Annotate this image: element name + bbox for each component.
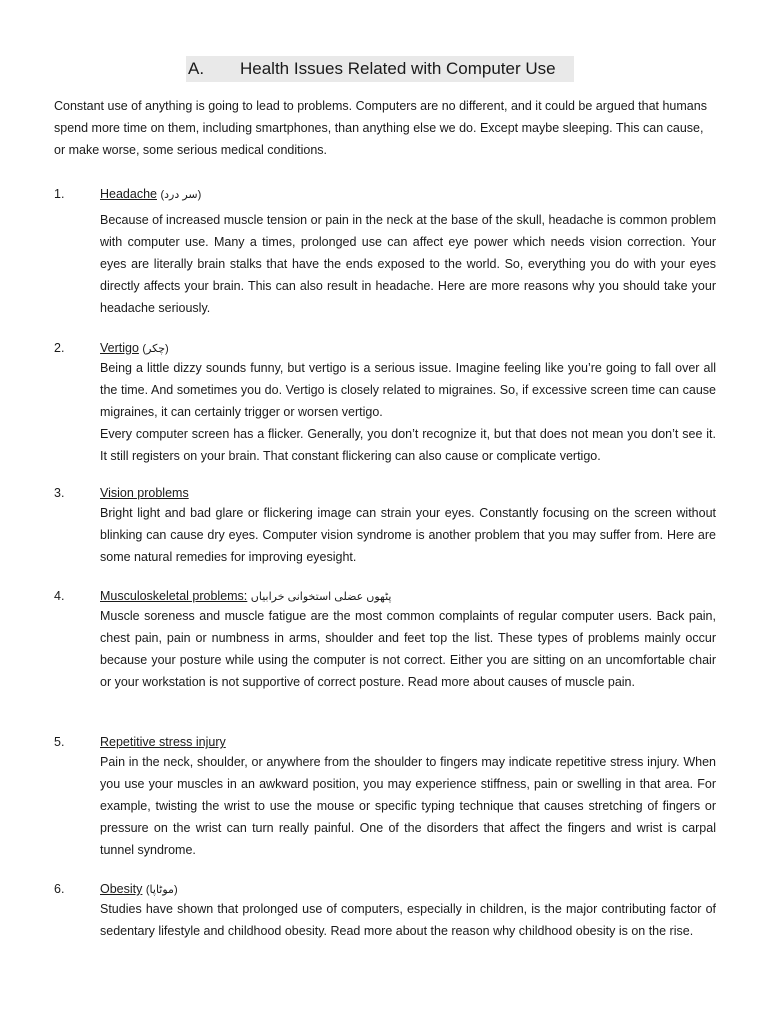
item-paragraph: Because of increased muscle tension or pain in the neck at the base of the skull, headache is common problem with computer use. Many a times, prolonged use can affect eye power which needs vision correction. Your eyes are literally brain stalks that have the ends exposed to the world. So, everything you do with your eyes directly affects your brain. This can also result in headache. Here are more reasons why you should take your headache seriously. <box>100 213 716 315</box>
item-body <box>100 209 716 319</box>
item-number: 5. <box>54 735 65 749</box>
intro-paragraph: Constant use of anything is going to lead to problems. Computers are no different, and it could be argued that humans spend more time on them, including smartphones, than anything else we do. Except maybe sleeping. This can cause, or make worse, some serious medical conditions. <box>54 99 707 157</box>
item-number: 6. <box>54 882 65 896</box>
item-body <box>100 502 716 568</box>
item-body <box>100 898 716 942</box>
item-heading-urdu: پٹھوں عضلی استخوانی خرابیاں <box>250 591 392 603</box>
item-body <box>100 605 716 693</box>
item-heading-text: Obesity <box>100 882 143 896</box>
item-number: 3. <box>54 486 65 500</box>
item-heading-text: Musculoskeletal problems: <box>100 589 248 603</box>
item-heading-text: Vision problems <box>100 486 189 500</box>
item-paragraph: Being a little dizzy sounds funny, but vertigo is a serious issue. Imagine feeling like you’re going to fall over all the time. And sometimes you do. Vertigo is closely related to migraines. So, if excessive screen time can cause migraines, it can certainly trigger or worsen vertigo. <box>100 361 716 419</box>
item-heading-urdu: (سر درد) <box>160 189 202 201</box>
item-number: 2. <box>54 341 65 355</box>
item-paragraph: Every computer screen has a flicker. Generally, you don’t recognize it, but that does not mean you don’t see it. It still registers on your brain. That constant flickering can also cause or complicate vertigo. <box>100 427 716 463</box>
section-letter: A. <box>188 59 205 78</box>
item-heading-urdu: (چکر) <box>142 343 169 355</box>
section-heading: Health Issues Related with Computer Use <box>240 59 556 78</box>
item-heading <box>100 183 201 206</box>
section-title <box>186 56 574 82</box>
item-heading-text: Repetitive stress injury <box>100 735 226 749</box>
item-number: 1. <box>54 187 65 201</box>
item-heading-text: Headache <box>100 187 157 201</box>
item-paragraph: Bright light and bad glare or flickering image can strain your eyes. Constantly focusing on the screen without blinking can cause dry eyes. Computer vision syndrome is another problem that you may suffer from. Here are some natural remedies for improving eyesight. <box>100 506 716 564</box>
item-heading <box>100 731 226 753</box>
item-paragraph: Studies have shown that prolonged use of computers, especially in children, is the major contributing factor of sedentary lifestyle and childhood obesity. Read more about the reason why childhood obesity is on the rise. <box>100 902 716 938</box>
item-number: 4. <box>54 589 65 603</box>
item-body <box>100 751 716 861</box>
item-heading-urdu: (موٹاپا) <box>145 884 178 896</box>
item-paragraph: Pain in the neck, shoulder, or anywhere from the shoulder to fingers may indicate repetitive stress injury. When you use your muscles in an awkward position, you may experience stiffness, pain or swelling in that area. For example, twisting the wrist to use the mouse or specific typing technique that causes stretching of fingers or pressure on the wrist can turn really painful. One of the disorders that affect the fingers and wrist is carpal tunnel syndrome. <box>100 755 716 857</box>
item-body <box>100 357 716 467</box>
item-heading <box>100 482 189 504</box>
item-paragraph: Muscle soreness and muscle fatigue are the most common complaints of regular computer users. Back pain, chest pain, pain or numbness in arms, shoulder and feet top the list. These types of problems mainly occur because your posture while using the computer is not correct. Either you are sitting on an uncomfortable chair or your workstation is not supportive of correct posture. Read more about causes of muscle pain. <box>100 609 716 689</box>
item-heading-text: Vertigo <box>100 341 139 355</box>
